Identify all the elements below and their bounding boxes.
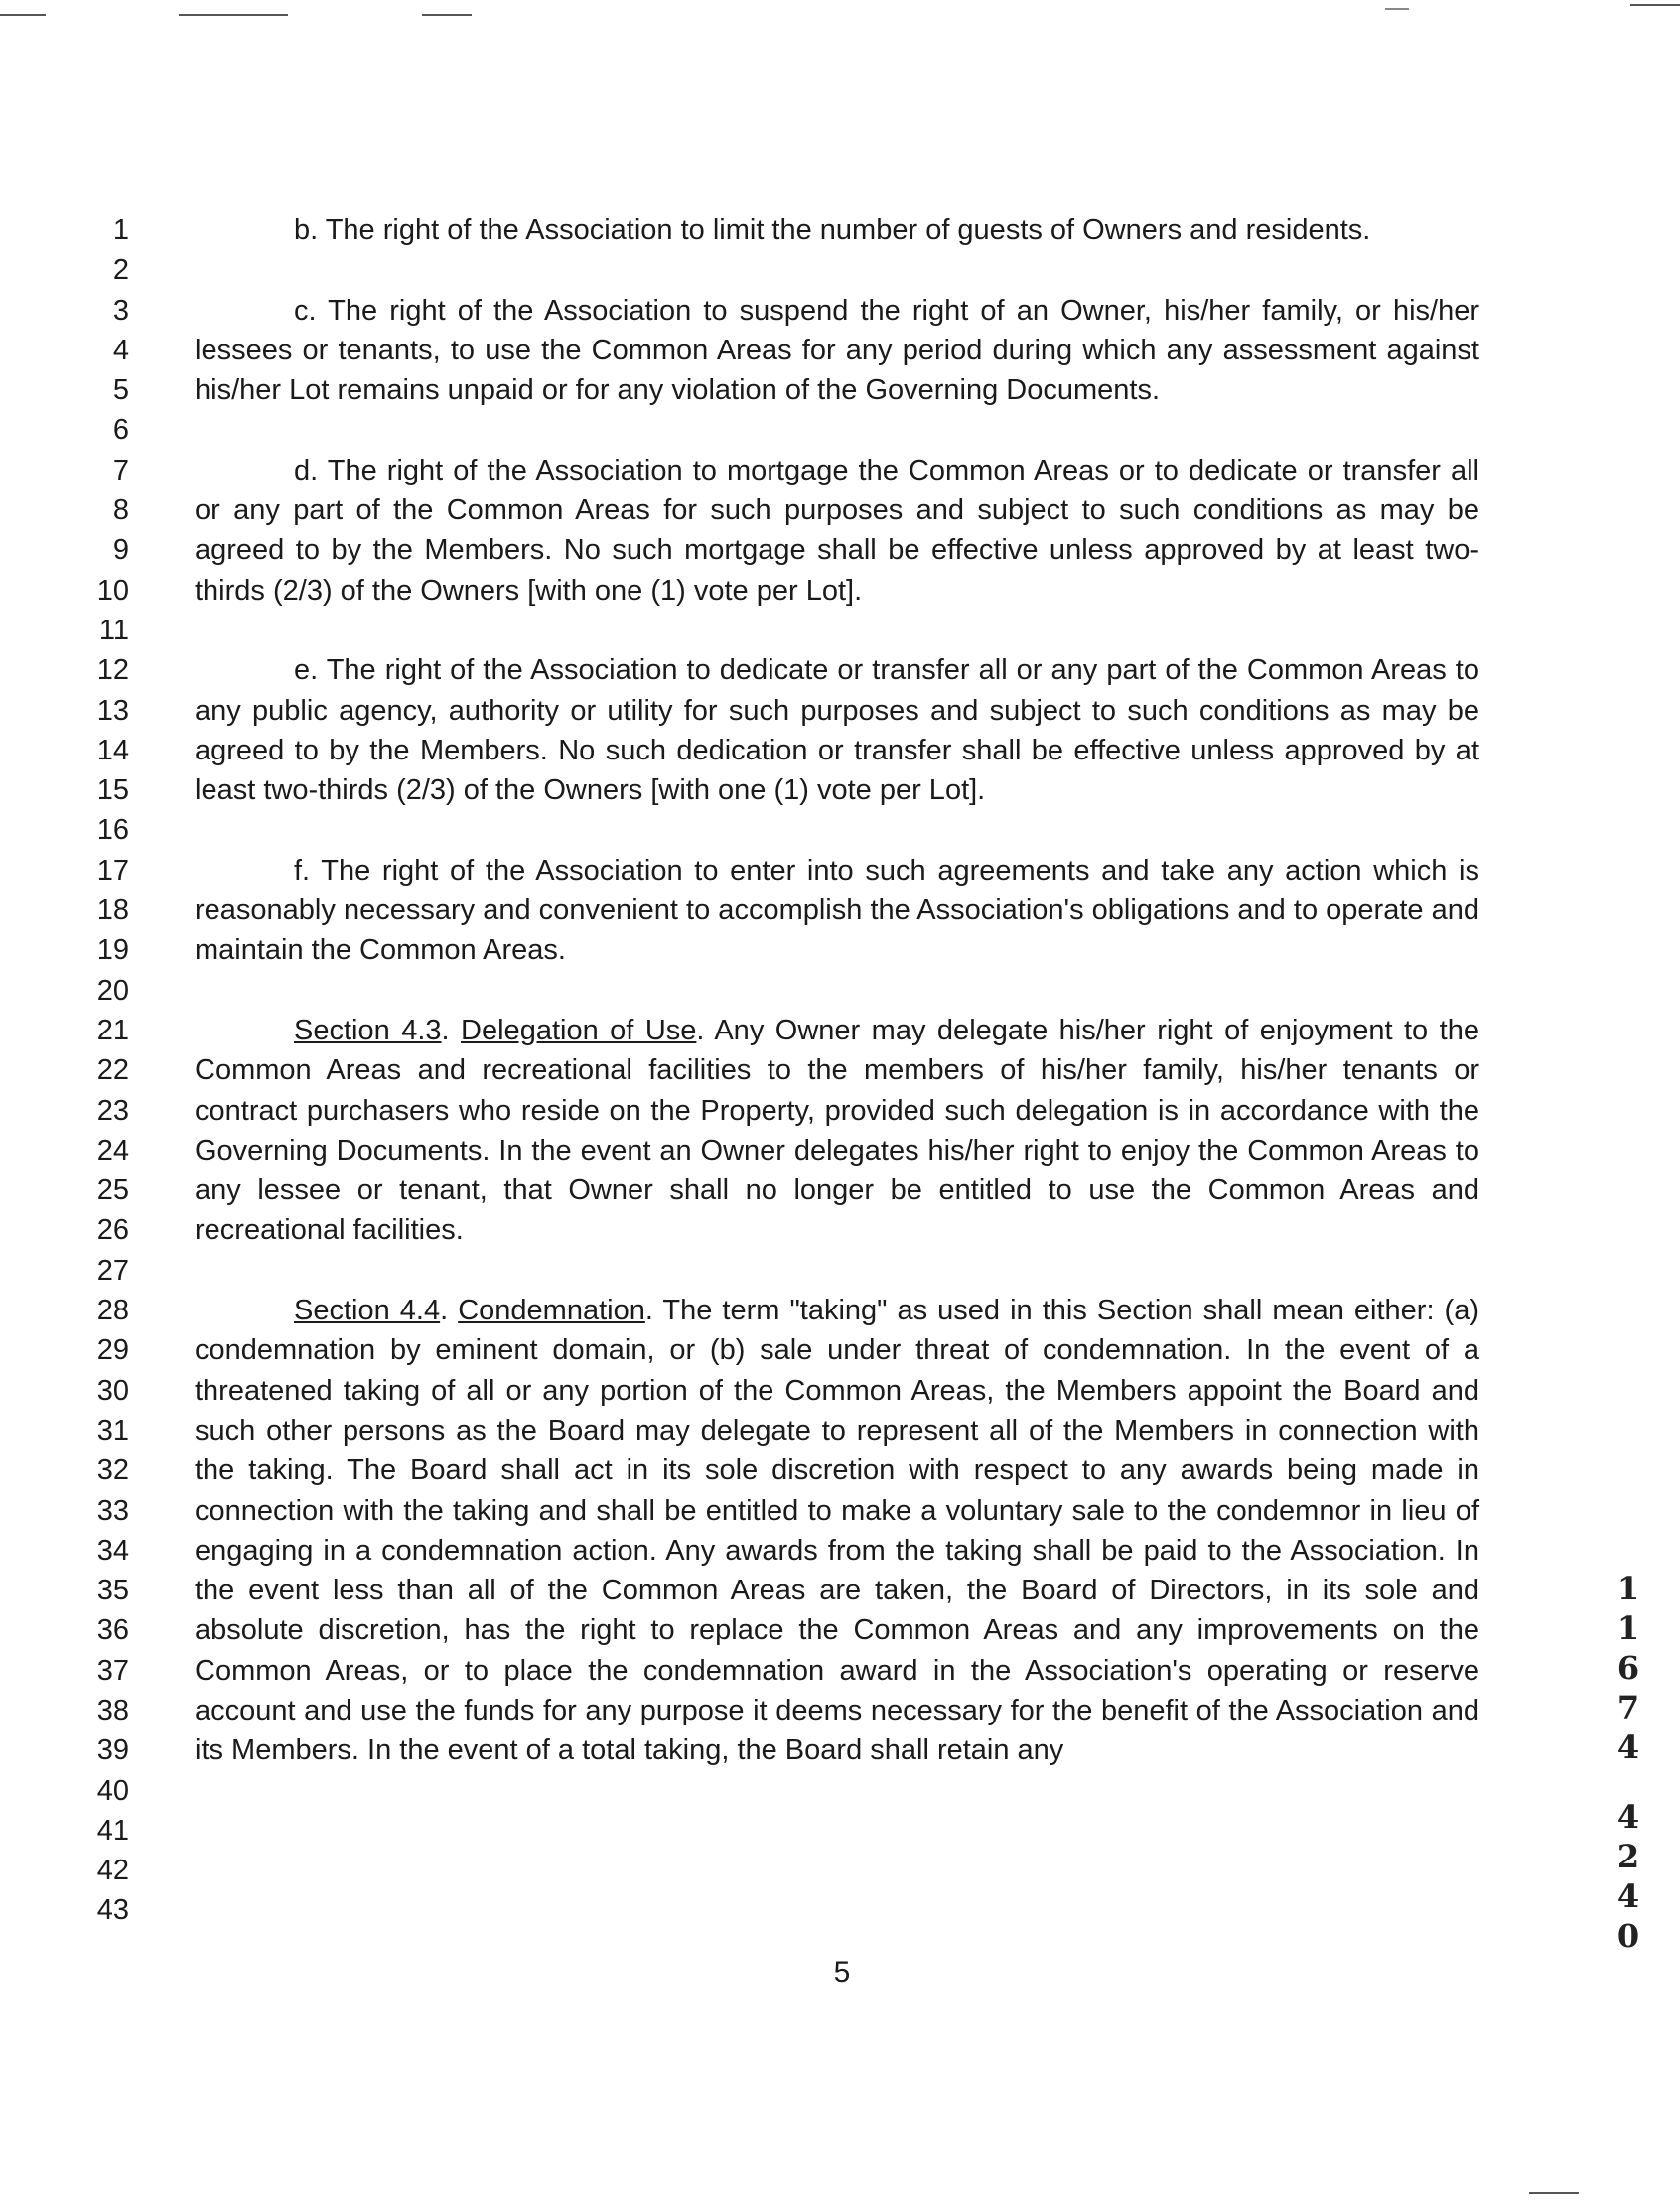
- line-number: 42: [96, 1855, 129, 1887]
- line-number: 9: [112, 534, 129, 567]
- line-number: 18: [96, 895, 129, 927]
- line-number: 34: [96, 1534, 129, 1567]
- line-number: 23: [96, 1094, 129, 1127]
- recording-stamp: [1609, 1569, 1648, 1956]
- line-number: 35: [96, 1575, 129, 1607]
- line-number: 1: [112, 214, 129, 246]
- scan-artifact: [0, 14, 46, 16]
- line-number: 14: [96, 734, 129, 766]
- line-number: 32: [96, 1454, 129, 1487]
- paragraph-b: b. The right of the Association to limit the number of guests of Owners and residents.: [294, 214, 1371, 246]
- line-number: 5: [112, 374, 129, 407]
- paragraph-f: f. The right of the Association to enter into such agreements and take any action which is reasonably necessary and convenient to accomplish the Association's obligations and to operate and maintain the Common Areas.: [195, 854, 1479, 967]
- line-number: 40: [96, 1774, 129, 1807]
- line-number: 19: [96, 934, 129, 967]
- section-title: Condemnation: [458, 1295, 645, 1327]
- line-number: 17: [96, 854, 129, 887]
- line-number: 27: [96, 1254, 129, 1287]
- line-number: 30: [96, 1374, 129, 1407]
- stamp-digit: 4: [1616, 1877, 1640, 1915]
- scan-artifact: [1630, 4, 1680, 6]
- line-number: 39: [96, 1734, 129, 1767]
- stamp-digit: 6: [1616, 1649, 1640, 1687]
- line-number: 41: [96, 1814, 129, 1847]
- page-number: 5: [833, 1956, 851, 1989]
- line-number: 28: [96, 1295, 129, 1327]
- line-number: 8: [112, 494, 129, 527]
- line-number: 3: [112, 294, 129, 327]
- line-number: 43: [96, 1894, 129, 1927]
- line-number: 7: [112, 454, 129, 486]
- line-number: 21: [96, 1014, 129, 1046]
- paragraph-c: c. The right of the Association to suspend the right of an Owner, his/her family, or his/her lessees or tenants, to use the Common Areas for any period during which any assessment against his/her Lot remains unpaid or for any violation of the Governing Documents.: [195, 294, 1479, 407]
- line-number: 25: [96, 1174, 129, 1207]
- section-number: Section 4.4: [294, 1295, 441, 1327]
- stamp-digit: 7: [1616, 1689, 1640, 1726]
- line-number: 26: [96, 1214, 129, 1247]
- line-number: 12: [96, 654, 129, 687]
- section-4-3: Section 4.3. Delegation of Use. Any Owner may delegate his/her right of enjoyment to the Common Areas and recreational facilities to the members of his/her family, his/her tenants or contract purchasers who reside on the Property, provided such delegation is in accordance with the Governing Documents. In the event an Owner delegates his/her right to enjoy the Common Areas to any lessee or tenant, that Owner shall no longer be entitled to use the Common Areas and recreational facilities.: [195, 1014, 1479, 1247]
- stamp-digit: 1: [1616, 1609, 1640, 1647]
- scan-artifact: [422, 14, 472, 16]
- line-number: 24: [96, 1134, 129, 1167]
- stamp-digit: 4: [1616, 1798, 1640, 1836]
- document-body: [195, 210, 1479, 1771]
- scan-artifact: [1529, 2192, 1579, 2194]
- scan-artifact: [179, 14, 288, 16]
- stamp-digit: 0: [1616, 1917, 1640, 1955]
- line-number: 33: [96, 1494, 129, 1527]
- line-number: 16: [96, 814, 129, 847]
- line-number: 20: [96, 974, 129, 1007]
- line-number: 29: [96, 1334, 129, 1367]
- section-number: Section 4.3: [294, 1014, 442, 1046]
- scan-artifact: [1385, 8, 1409, 10]
- line-number: 13: [96, 694, 129, 727]
- section-title: Delegation of Use: [461, 1014, 697, 1046]
- stamp-digit: 2: [1616, 1838, 1640, 1875]
- line-number: 36: [96, 1614, 129, 1647]
- line-number: 31: [96, 1414, 129, 1446]
- line-number: 15: [96, 774, 129, 807]
- line-number-column: [70, 210, 129, 1931]
- line-number: 10: [96, 574, 129, 607]
- line-number: 37: [96, 1654, 129, 1687]
- line-number: 22: [96, 1054, 129, 1087]
- line-number: 2: [112, 254, 129, 287]
- paragraph-e: e. The right of the Association to dedicate or transfer all or any part of the Common Areas to any public agency, authority or utility for such purposes and subject to such conditions as may be agreed to by the Members. No such dedication or transfer shall be effective unless approved by at least two-thirds (2/3) of the Owners [with one (1) vote per Lot].: [195, 654, 1479, 807]
- stamp-digit: 1: [1616, 1570, 1640, 1607]
- paragraph-d: d. The right of the Association to mortgage the Common Areas or to dedicate or transfer all or any part of the Common Areas for such purposes and subject to such conditions as may be agreed to by the Members. No such mortgage shall be effective unless approved by at least two-thirds (2/3) of the Owners [with one (1) vote per Lot].: [195, 454, 1479, 607]
- line-number: 4: [112, 334, 129, 366]
- line-number: 11: [98, 614, 129, 646]
- line-number: 38: [96, 1694, 129, 1726]
- stamp-digit: 4: [1616, 1728, 1640, 1766]
- line-number: 6: [112, 414, 129, 447]
- section-4-4: Section 4.4. Condemnation. The term "taking" as used in this Section shall mean either: (a) condemnation by eminent domain, or (b) sale under threat of condemnation. In the event of a threatened taking of all or any portion of the Common Areas, the Members appoint the Board and such other persons as the Board may delegate to represent all of the Members in connection with the taking. The Board shall act in its sole discretion with respect to any awards being made in connection with the taking and shall be entitled to make a voluntary sale to the condemnor in lieu of engaging in a condemnation action. Any awards from the taking shall be paid to the Association. In the event less than all of the Common Areas are taken, the Board of Directors, in its sole and absolute discretion, has the right to replace the Common Areas and any improvements on the Common Areas, or to place the condemnation award in the Association's operating or reserve account and use the funds for any purpose it deems necessary for the benefit of the Association and its Members. In the event of a total taking, the Board shall retain any: [195, 1295, 1479, 1767]
